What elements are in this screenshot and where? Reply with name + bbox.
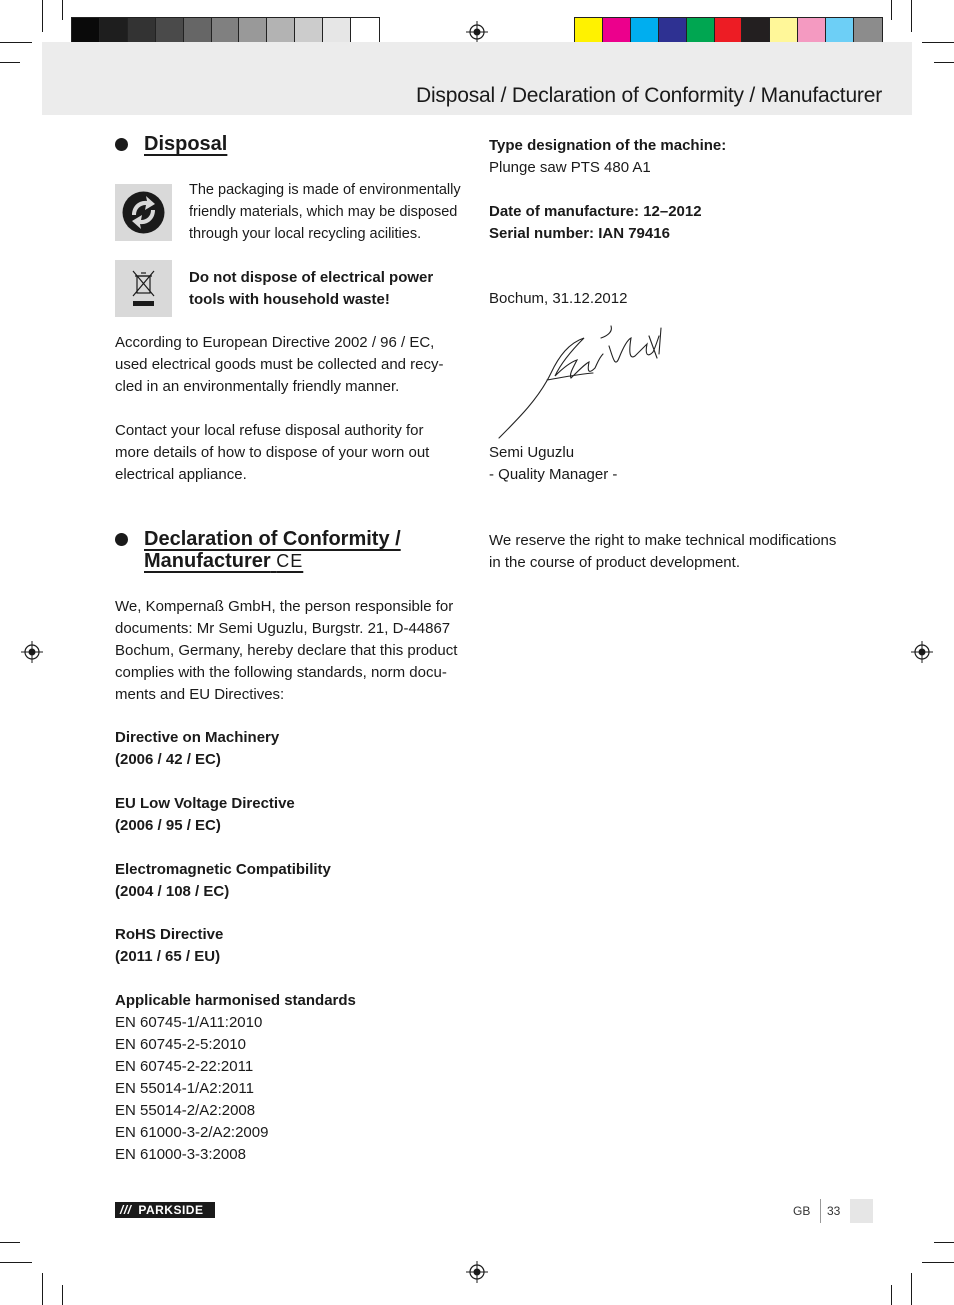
color-swatch — [575, 18, 603, 45]
color-swatch — [323, 18, 351, 45]
standards-heading: Applicable harmonised standards — [115, 992, 356, 1009]
reserve-text: We reserve the right to make technical modifications in the course of product development. — [489, 532, 837, 571]
standards-list: Applicable harmonised standards EN 60745-1/A11:2010 EN 60745-2-5:2010 EN 60745-2-22:2011 EN 55014-1/A2:2011 EN 55014-2/A2:2008 EN 61000-3-2/A2:2009 EN 61000-3-3:2008 — [115, 992, 356, 1163]
directive-item: EU Low Voltage Directive (2006 / 95 / EC) — [115, 795, 295, 834]
packaging-text: The packaging is made of environmentally friendly materials, which may be disposed through your local recycling acilities. — [189, 182, 461, 242]
directive-text: According to European Directive 2002 / 96 / EC, used electrical goods must be collected and recy- cled in an environmentally friendly manner. — [115, 334, 444, 395]
type-designation: Type designation of the machine: Plunge saw PTS 480 A1 — [489, 137, 727, 176]
footer-divider — [820, 1199, 821, 1223]
recycle-icon — [115, 184, 172, 241]
footer-box — [850, 1199, 873, 1223]
color-swatch — [631, 18, 659, 45]
registration-mark-icon — [466, 1261, 488, 1283]
manufacture-info: Date of manufacture: 12–2012 Serial number: IAN 79416 — [489, 203, 702, 242]
color-swatch — [798, 18, 826, 45]
registration-mark-icon — [911, 641, 933, 663]
color-swatch — [267, 18, 295, 45]
color-swatch — [659, 18, 687, 45]
crossed-bin-icon-box — [115, 260, 172, 317]
declaration-heading: Declaration of Conformity / Manufacturer CE — [144, 528, 401, 572]
warning-text: Do not dispose of electrical power tools with household waste! — [189, 269, 434, 308]
page-number: 33 — [827, 1204, 841, 1218]
color-swatch — [128, 18, 156, 45]
registration-mark-icon — [21, 641, 43, 663]
logo-stripes-icon: /// — [120, 1203, 132, 1217]
color-swatch — [156, 18, 184, 45]
color-swatch — [72, 18, 100, 45]
color-swatch — [715, 18, 743, 45]
place-date: Bochum, 31.12.2012 — [489, 290, 628, 307]
color-swatch — [854, 18, 882, 45]
registration-mark-icon — [466, 21, 488, 43]
bullet-icon — [115, 533, 128, 546]
color-swatch — [770, 18, 798, 45]
color-swatch — [742, 18, 770, 45]
color-swatch — [184, 18, 212, 45]
directive-item: RoHS Directive (2011 / 65 / EU) — [115, 926, 224, 965]
declaration-intro: We, Kompernaß GmbH, the person responsible for documents: Mr Semi Uguzlu, Burgstr. 21, D-44867 Bochum, Germany, hereby declare that this product complies with the following standards, norm docu- ments and EU Directives: — [115, 598, 458, 703]
ce-mark-icon: CE — [276, 551, 304, 571]
color-swatch — [826, 18, 854, 45]
color-swatch — [100, 18, 128, 45]
contact-text: Contact your local refuse disposal authority for more details of how to dispose of your worn out electrical appliance. — [115, 422, 430, 483]
crossed-bin-icon — [115, 260, 172, 317]
color-swatch — [603, 18, 631, 45]
parkside-logo: /// PARKSIDE — [115, 1202, 215, 1218]
recycle-icon-box — [115, 184, 172, 241]
signature-icon — [489, 318, 669, 443]
directive-item: Electromagnetic Compatibility (2004 / 108 / EC) — [115, 861, 331, 900]
directive-item: Directive on Machinery (2006 / 42 / EC) — [115, 729, 280, 768]
color-swatch — [687, 18, 715, 45]
color-swatch — [212, 18, 240, 45]
color-swatch — [295, 18, 323, 45]
color-swatch — [351, 18, 379, 45]
page-title: Disposal / Declaration of Conformity / Manufacturer — [416, 84, 882, 107]
signer: Semi Uguzlu - Quality Manager - — [489, 444, 618, 483]
bullet-icon — [115, 138, 128, 151]
disposal-heading: Disposal — [144, 133, 228, 155]
language-code: GB — [793, 1204, 811, 1218]
color-swatch — [239, 18, 267, 45]
